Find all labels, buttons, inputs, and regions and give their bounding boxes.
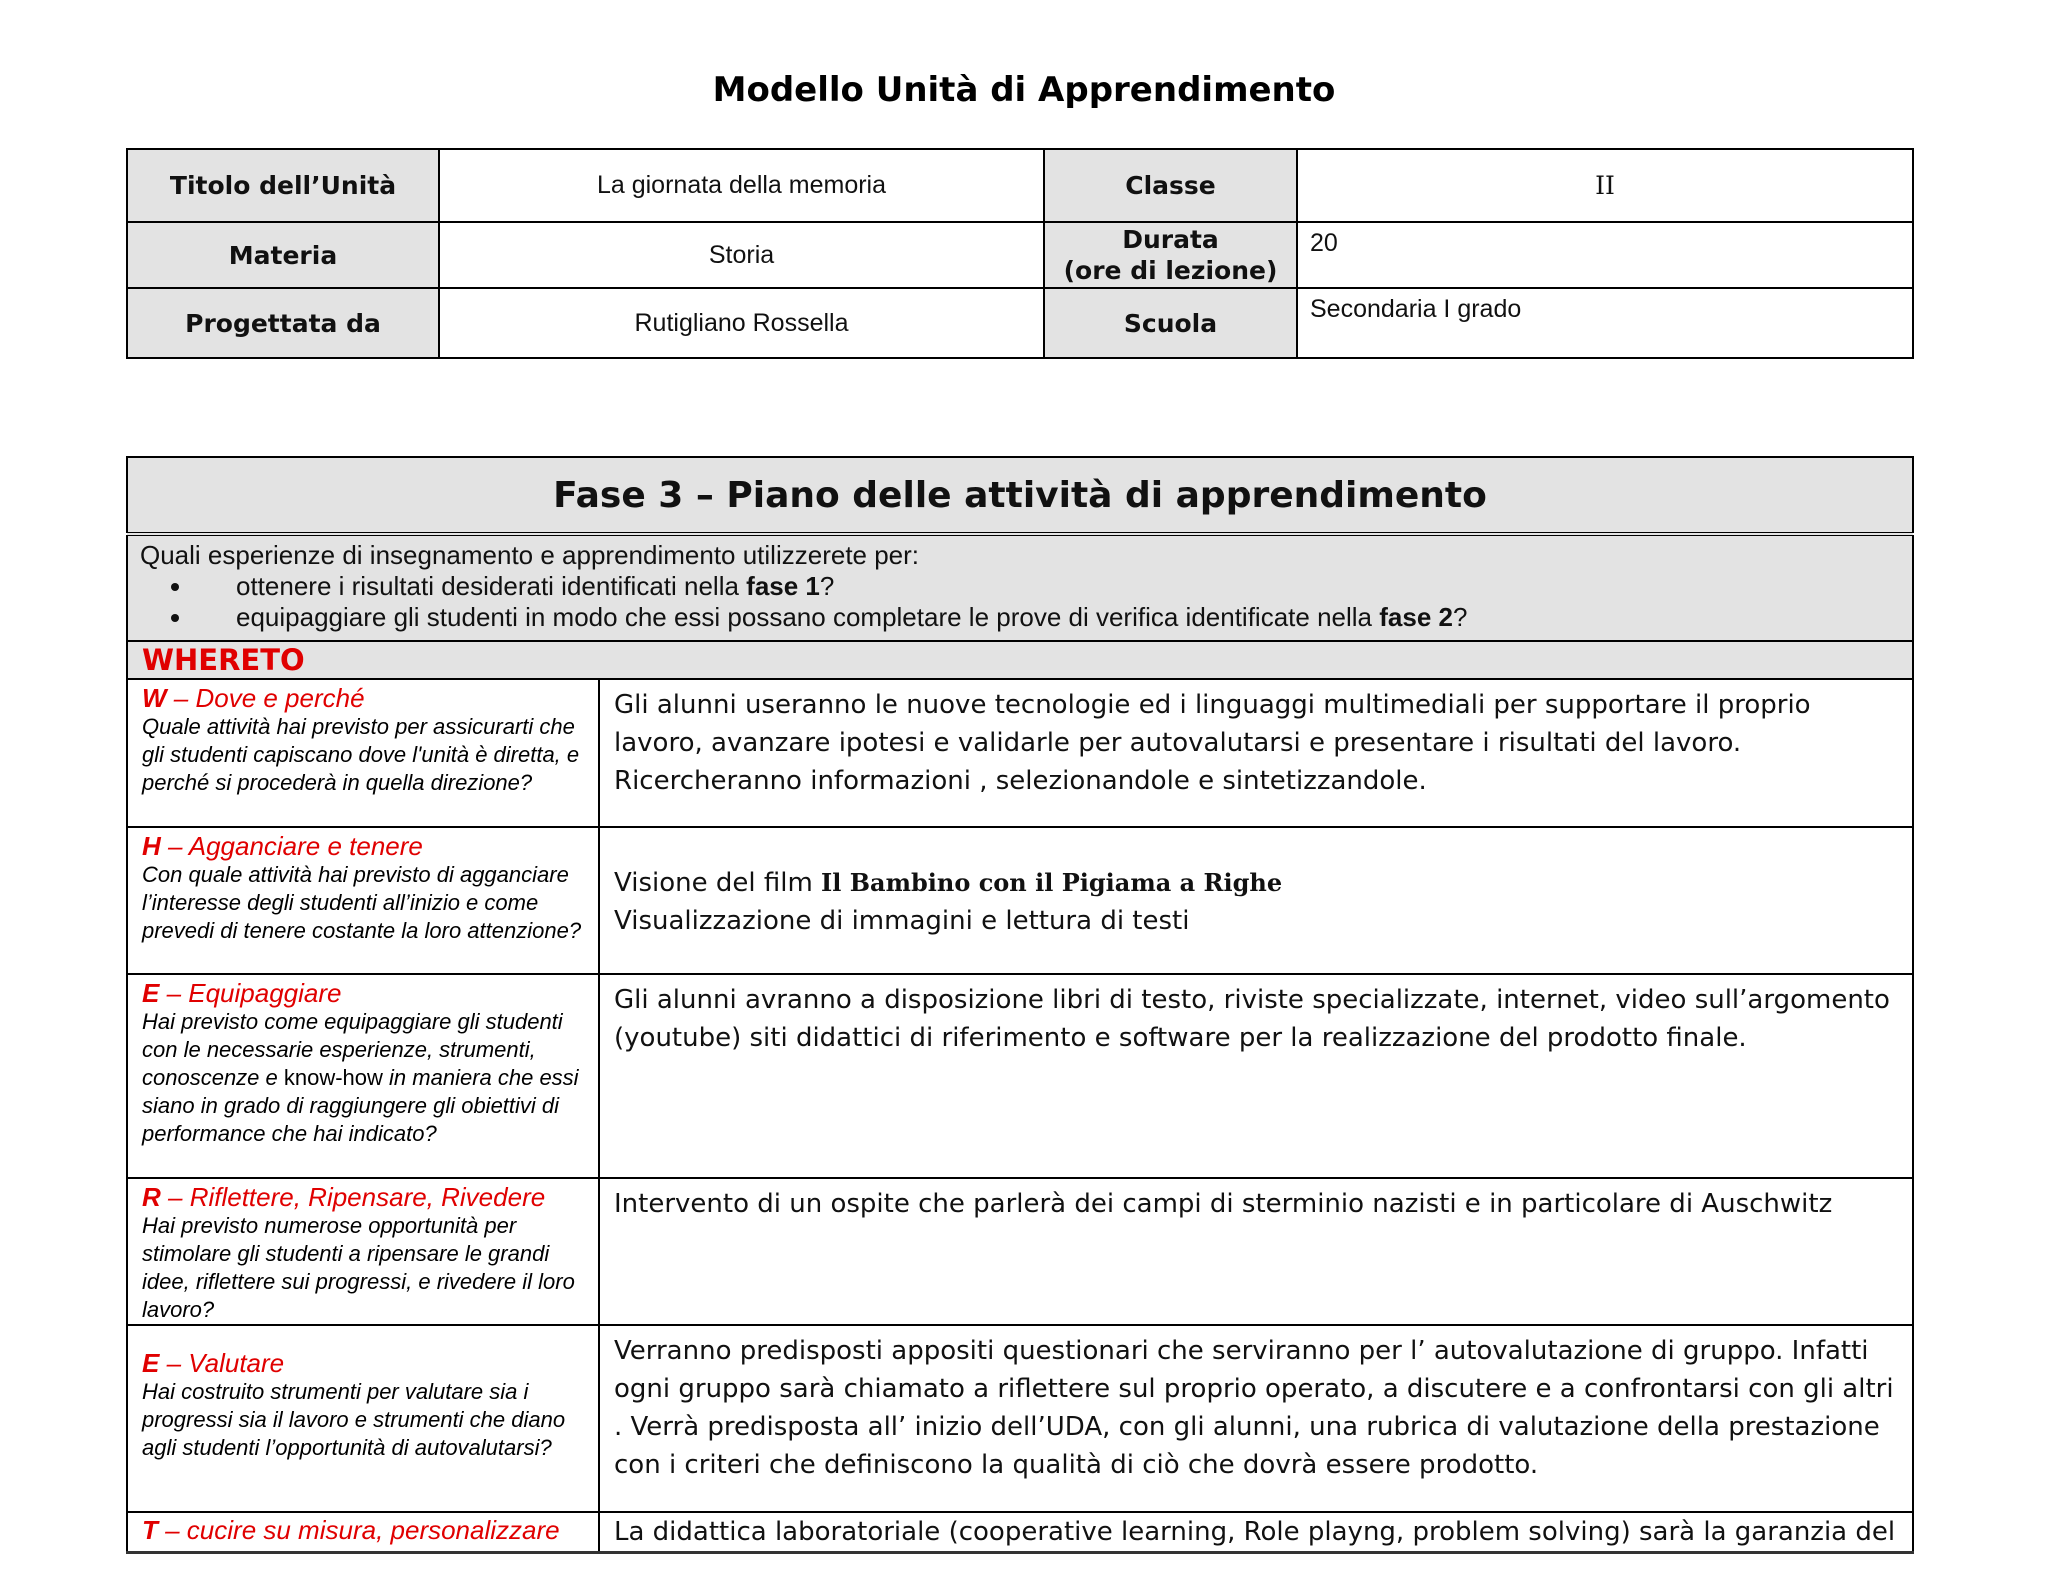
durata-value: 20 [1297,222,1913,288]
question-cell [127,1178,599,1325]
intro-bullets [140,571,1900,633]
answer-cell: Gli alunni avranno a disposizione libri di testo, riviste specializzate, internet, video sull’argomento (youtube) siti didattici di riferimento e software per la realizzazione del prodotto finale. [599,974,1913,1178]
row-heading: E – Valutare [142,1348,285,1378]
whereto-heading: WHERETO [127,641,1913,679]
phase-title: Fase 3 – Piano delle attività di apprendimento [127,457,1913,534]
row-heading: W – Dove e perché [142,683,365,713]
row-question: Con quale attività hai previsto di agganciare l’interesse degli studenti all’inizio e come prevedi di tenere costante la loro attenzione? [142,862,582,943]
question-cell [127,1512,599,1553]
answer-cell [599,827,1913,974]
scuola-label: Scuola [1044,288,1297,358]
question-cell [127,827,599,974]
progettata-label: Progettata da [127,288,439,358]
answer-cell: Gli alunni useranno le nuove tecnologie ed i linguaggi multimediali per supportare il proprio lavoro, avanzare ipotesi e validarle per autovalutarsi e presentare i risultati del lavoro. Ricercheranno informazioni , selezionandole e sintetizzandole. [599,679,1913,827]
titolo-value: La giornata della memoria [439,149,1044,222]
table-row [127,679,1913,827]
answer-cell: Verranno predisposti appositi questionari che serviranno per l’ autovalutazione di gruppo. Infatti ogni gruppo sarà chiamato a riflettere sul proprio operato, a discutere e a confrontarsi con gli altri . Verrà predisposta all’ inizio dell’UDA, con gli alunni, una rubrica di valutazione della prestazione con i criteri che definiscono la qualità di ciò che dovrà essere prodotto. [599,1325,1913,1512]
materia-label: Materia [127,222,439,288]
classe-label: Classe [1044,149,1297,222]
question-cell [127,974,599,1178]
intro-question: Quali esperienze di insegnamento e apprendimento utilizzerete per: [140,540,920,570]
table-row [127,974,1913,1178]
row-heading: E – Equipaggiare [142,978,342,1008]
scuola-value: Secondaria I grado [1297,288,1913,358]
question-cell [127,679,599,827]
intro-bullet-1: • ottenere i risultati desiderati identificati nella fase 1? [194,571,1900,602]
phase-table [126,456,1914,1554]
intro-bullet-2: • equipaggiare gli studenti in modo che essi possano completare le prove di verifica identificate nella fase 2? [194,602,1900,633]
progettata-value: Rutigliano Rossella [439,288,1044,358]
question-cell [127,1325,599,1512]
table-row [127,1325,1913,1512]
answer-text: Visione del film [614,868,822,898]
unit-info-table [126,148,1914,359]
materia-value: Storia [439,222,1044,288]
page-title: Modello Unità di Apprendimento [712,70,1336,110]
phase-intro [127,534,1913,641]
row-question: Quale attività hai previsto per assicurarti che gli studenti capiscano dove l'unità è diretta, e perché si procederà in quella direzione? [142,714,580,795]
answer-text-line2: Visualizzazione di immagini e lettura di testi [614,906,1190,936]
answer-cell: Intervento di un ospite che parlerà dei campi di sterminio nazisti e in particolare di Auschwitz [599,1178,1913,1325]
durata-label [1044,222,1297,288]
durata-label-line2: (ore di lezione) [1063,256,1278,285]
table-row [127,827,1913,974]
titolo-label: Titolo dell’Unità [127,149,439,222]
table-row [127,1178,1913,1325]
classe-value: II [1297,149,1913,222]
row-heading: R – Riflettere, Ripensare, Rivedere [142,1182,546,1212]
row-question: Hai previsto come equipaggiare gli studenti con le necessarie esperienze, strumenti, conoscenze e know-how in maniera che essi siano in grado di raggiungere gli obiettivi di performance che hai indicato? [142,1009,579,1146]
table-row [127,1512,1913,1553]
row-question: Hai previsto numerose opportunità per stimolare gli studenti a ripensare le grandi idee, riflettere sui progressi, e rivedere il loro lavoro? [142,1213,575,1322]
row-heading: T – cucire su misura, personalizzare [142,1515,560,1545]
row-question: Hai costruito strumenti per valutare sia i progressi sia il lavoro e strumenti che diano agli studenti l’opportunità di autovalutarsi? [142,1379,566,1460]
film-title: Il Bambino con il Pigiama a Righe [821,868,1283,897]
row-heading: H – Agganciare e tenere [142,831,423,861]
durata-label-line1: Durata [1122,225,1219,254]
answer-cell: La didattica laboratoriale (cooperative learning, Role playng, problem solving) sarà la garanzia del [599,1512,1913,1553]
